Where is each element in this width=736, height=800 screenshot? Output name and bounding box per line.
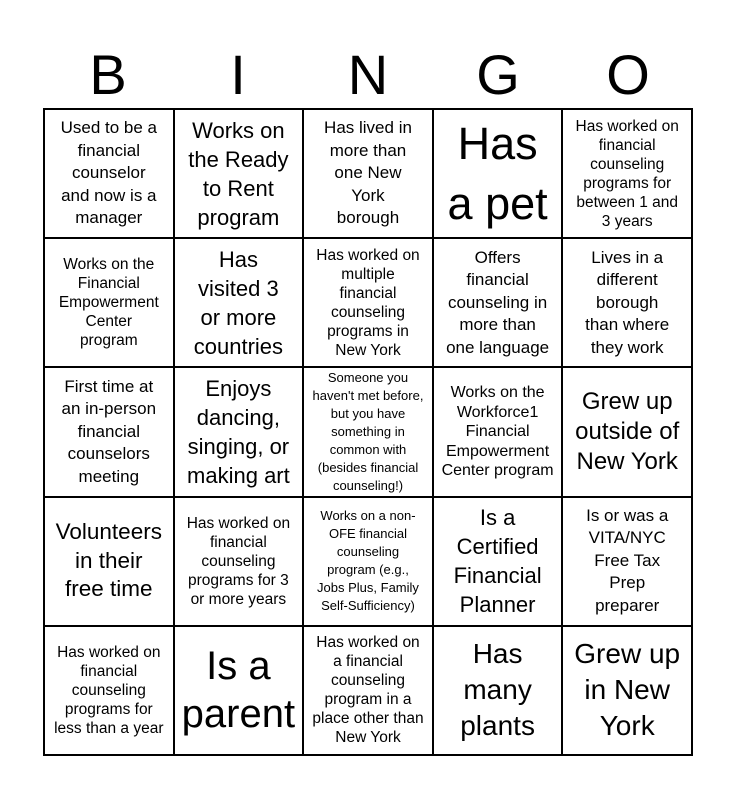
bingo-header <box>43 42 693 108</box>
bingo-cell[interactable] <box>303 367 433 496</box>
bingo-cell[interactable] <box>174 238 304 367</box>
cell-text: Has worked on financial counseling programs for less than a year <box>54 643 164 737</box>
cell-text: Works on the Financial Empowerment Center program <box>58 256 159 350</box>
bingo-cell[interactable] <box>174 367 304 496</box>
bingo-cell[interactable] <box>562 238 692 367</box>
bingo-cell[interactable] <box>44 109 174 238</box>
header-letter-n: N <box>347 43 389 106</box>
cell-text: Volunteers in their free time <box>55 519 162 602</box>
bingo-cell[interactable] <box>174 497 304 626</box>
bingo-cell[interactable] <box>303 109 433 238</box>
bingo-cell[interactable] <box>174 626 304 755</box>
cell-text: Has worked on financial counseling programs for between 1 and 3 years <box>575 117 679 230</box>
bingo-cell[interactable] <box>44 367 174 496</box>
bingo-cell[interactable] <box>562 497 692 626</box>
header-letter-g: G <box>476 43 520 106</box>
cell-text: Works on a non- OFE financial counseling program (e.g., Jobs Plus, Family Self-Sufficiency) <box>317 508 419 614</box>
bingo-cell[interactable] <box>44 626 174 755</box>
bingo-cell[interactable] <box>433 367 563 496</box>
cell-text: Has a pet <box>447 117 548 229</box>
bingo-cell[interactable] <box>562 626 692 755</box>
cell-text: Grew up in New York <box>574 638 681 742</box>
bingo-cell[interactable] <box>433 238 563 367</box>
cell-text: Has worked on a financial counseling program in a place other than New York <box>312 634 424 747</box>
bingo-cell[interactable] <box>303 626 433 755</box>
cell-text: Someone you haven't met before, but you have something in common with (besides financial counseling!) <box>312 370 424 493</box>
header-letter-i: I <box>230 43 246 106</box>
cell-text: Has lived in more than one New York borough <box>324 118 412 228</box>
bingo-cell[interactable] <box>303 238 433 367</box>
bingo-cell[interactable] <box>174 109 304 238</box>
bingo-cell[interactable] <box>433 497 563 626</box>
cell-text: Has visited 3 or more countries <box>193 246 284 359</box>
bingo-cell[interactable] <box>44 238 174 367</box>
cell-text: Has many plants <box>460 638 535 742</box>
cell-text: Is a parent <box>181 644 296 737</box>
cell-text: Is a Certified Financial Planner <box>453 505 542 618</box>
bingo-cell[interactable] <box>44 497 174 626</box>
cell-text: Offers financial counseling in more than one language <box>446 247 550 357</box>
cell-text: Has worked on financial counseling programs for 3 or more years <box>186 514 291 608</box>
cell-text: Lives in a different borough than where they work <box>585 247 670 357</box>
bingo-cell[interactable] <box>433 626 563 755</box>
cell-text: Has worked on multiple financial counseling programs in New York <box>316 246 420 359</box>
cell-text: Grew up outside of New York <box>575 387 680 475</box>
cell-text: First time at an in-person financial counselors meeting <box>61 376 157 486</box>
header-letter-b: B <box>89 43 127 106</box>
header-letter-o: O <box>606 43 650 106</box>
cell-text: Enjoys dancing, singing, or making art <box>187 375 290 488</box>
bingo-cell[interactable] <box>433 109 563 238</box>
cell-text: Used to be a financial counselor and now is a manager <box>60 118 157 228</box>
cell-text: Works on the Workforce1 Financial Empowerment Center program <box>441 384 554 480</box>
bingo-cell[interactable] <box>562 367 692 496</box>
bingo-cell[interactable] <box>562 109 692 238</box>
cell-text: Is or was a VITA/NYC Free Tax Prep preparer <box>586 505 669 615</box>
bingo-board <box>43 108 693 756</box>
bingo-cell[interactable] <box>303 497 433 626</box>
cell-text: Works on the Ready to Rent program <box>188 117 289 230</box>
